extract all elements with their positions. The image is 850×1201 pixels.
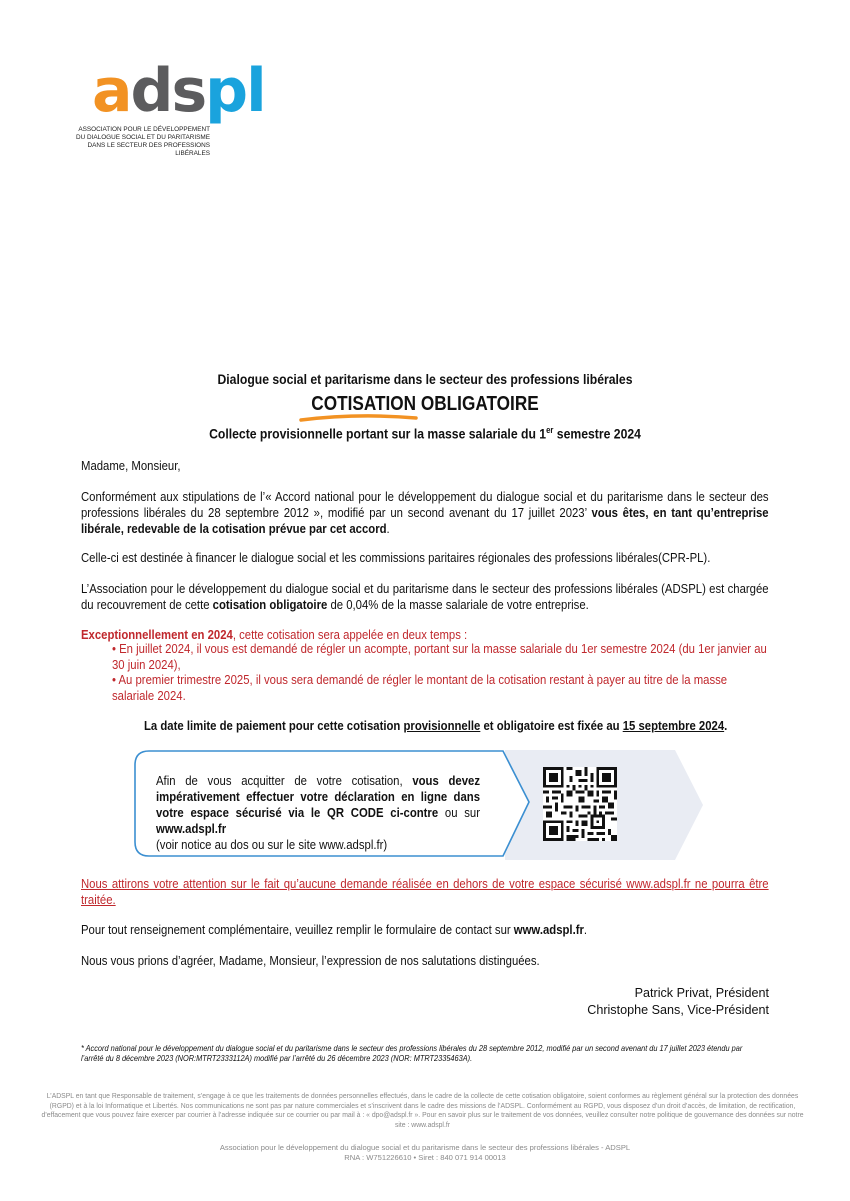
logo-letters-pl: pl	[205, 56, 265, 126]
footnote-accord: * Accord national pour le développement du dialogue social et du paritarisme dans le secteur des professions libérales du 28 septembre 2012, modifié par un second avenant du 17 juillet 2023 étendu par l’arrêté du 8 décembre 2023 (NOR:MTRT2333112A) modifié par l’arrêté du 26 décembre 2023 (NOR: MTRT2335463A).	[81, 1044, 743, 1063]
logo-subtitle-line: DANS LE SECTEUR DES PROFESSIONS LIBÉRALES	[87, 142, 210, 157]
deadline-text: .	[724, 719, 728, 733]
signature-block	[469, 985, 769, 1019]
deadline-text: La date limite de paiement pour cette cotisation	[144, 719, 404, 733]
document-heading	[60, 425, 791, 443]
list-item: • En juillet 2024, il vous est demandé de régler un acompte, portant sur la masse salariale du 1er semestre 2024 (du 1er janvier au 30 juin 2024),	[112, 642, 767, 672]
paragraph-text: , cette cotisation sera appelée en deux temps :	[232, 628, 468, 642]
logo-subtitle-line: DU DIALOGUE SOCIAL ET DU PARITARISME	[76, 134, 210, 141]
paragraph-text: .	[386, 522, 390, 536]
contact-text: .	[583, 923, 588, 937]
contact-website-link[interactable]: www.adspl.fr	[513, 923, 584, 937]
heading-superscript: er	[546, 425, 554, 435]
title-underline-swoosh	[298, 412, 420, 424]
deadline-underlined: provisionnelle	[403, 719, 481, 733]
heading-text: Collecte provisionnelle portant sur la masse salariale du 1	[209, 426, 547, 443]
contact-text: Pour tout renseignement complémentaire, veuillez remplir le formulaire de contact sur	[81, 923, 514, 937]
logo-subtitle	[60, 126, 210, 158]
logo-wordmark	[92, 56, 265, 126]
footer-association: Association pour le développement du dialogue social et du paritarisme dans le secteur des professions libérales - ADSPL	[219, 1143, 631, 1152]
signatory-president: Patrick Privat, Président	[634, 986, 769, 1000]
greeting: Madame, Monsieur,	[81, 459, 181, 473]
paragraph-text: Conformément aux stipulations de l’« Accord national pour le développement du dialogue social et du paritarisme dans le secteur des professions libérales du 28 septembre 2012 », modifié par un second avenant du 17 juillet 2023’	[81, 490, 769, 520]
heading-text-end: semestre 2024	[553, 426, 641, 443]
deadline-text: et obligatoire est fixée au	[480, 719, 623, 733]
paragraph-text: de 0,04% de la masse salariale de votre entreprise.	[327, 598, 589, 612]
logo-letters-ds: ds	[130, 56, 206, 126]
qr-instructions	[156, 773, 480, 853]
logo-subtitle-line: ASSOCIATION POUR LE DÉVELOPPEMENT	[78, 126, 210, 133]
paragraph-financement: Celle-ci est destinée à financer le dialogue social et les commissions paritaires régionales des professions libérales(CPR-PL).	[81, 551, 711, 565]
contact-paragraph	[81, 922, 769, 938]
title-word-cotisation: COTISATION	[311, 393, 417, 415]
payment-schedule-list	[112, 642, 769, 704]
qr-code-icon[interactable]	[543, 767, 617, 841]
rgpd-notice: L’ADSPL en tant que Responsable de traitement, s’engage à ce que les traitements de données personnelles effectués, dans le cadre de la collecte de cette cotisation obligatoire, soient conformes au règlement général sur la protection des données (RGPD) et à la loi Informatique et Libertés. Nos communications ne sont pas par nature commerciales et s’inscrivent dans le cadre des missions de l’ADSPL. Conformément au RGPD, vous disposez d’un droit d’accès, de limitation, de rectification, d’effacement que vous pouvez faire exercer par courrier à l’adresse indiquée sur ce courrier ou par mail à : « dpo@adspl.fr ». Pour en savoir plus sur le traitement de vos données, veuillez consulter notre politique de gouvernance des données sur notre site : www.adspl.fr	[41, 1091, 804, 1129]
footer-identifiers: RNA : W751226610 • Siret : 840 071 914 00013	[344, 1153, 506, 1162]
deadline-date: 15 septembre 2024	[622, 719, 725, 733]
logo-letter-a: a	[92, 56, 131, 126]
signatory-vice-president: Christophe Sans, Vice-Président	[587, 1003, 769, 1017]
qr-text: Afin de vous acquitter de votre cotisation,	[156, 774, 413, 788]
qr-text-bold: vous devez impérativement effectuer votre déclaration en ligne dans votre espace sécurisé via le QR CODE ci-contre	[156, 774, 480, 820]
document-subject: Dialogue social et paritarisme dans le secteur des professions libérales	[217, 372, 633, 388]
warning-notice: Nous attirons votre attention sur le fait qu’aucune demande réalisée en dehors de votre espace sécurisé www.adspl.fr ne pourra être traitée.	[81, 877, 769, 907]
deadline-notice	[144, 719, 832, 733]
adspl-logo	[60, 56, 290, 157]
list-item: • Au premier trimestre 2025, il vous sera demandé de régler le montant de la cotisation restant à payer au titre de la masse salariale 2024.	[112, 673, 728, 703]
paragraph-accord	[81, 489, 769, 537]
title-word-obligatoire: OBLIGATOIRE	[416, 393, 539, 415]
paragraph-bold: vous êtes, en tant qu’entreprise libérale, redevable de la cotisation prévue par cet accord	[81, 506, 769, 536]
paragraph-bold: Exceptionnellement en 2024	[81, 628, 233, 642]
paragraph-association	[81, 581, 769, 613]
document-title	[60, 393, 791, 416]
qr-website-link[interactable]: www.adspl.fr	[156, 822, 227, 836]
paragraph-exceptionnellement	[81, 627, 769, 643]
paragraph-bold: cotisation obligatoire	[212, 598, 328, 612]
qr-text: ou sur	[438, 806, 480, 820]
closing-formula: Nous vous prions d’agréer, Madame, Monsieur, l’expression de nos salutations distinguées.	[81, 954, 540, 968]
paragraph-text: L’Association pour le développement du dialogue social et du paritarisme dans le secteur des professions libérales (ADSPL) est chargée du recouvrement de cette	[81, 582, 769, 612]
qr-text-note: (voir notice au dos ou sur le site www.adspl.fr)	[156, 838, 388, 852]
